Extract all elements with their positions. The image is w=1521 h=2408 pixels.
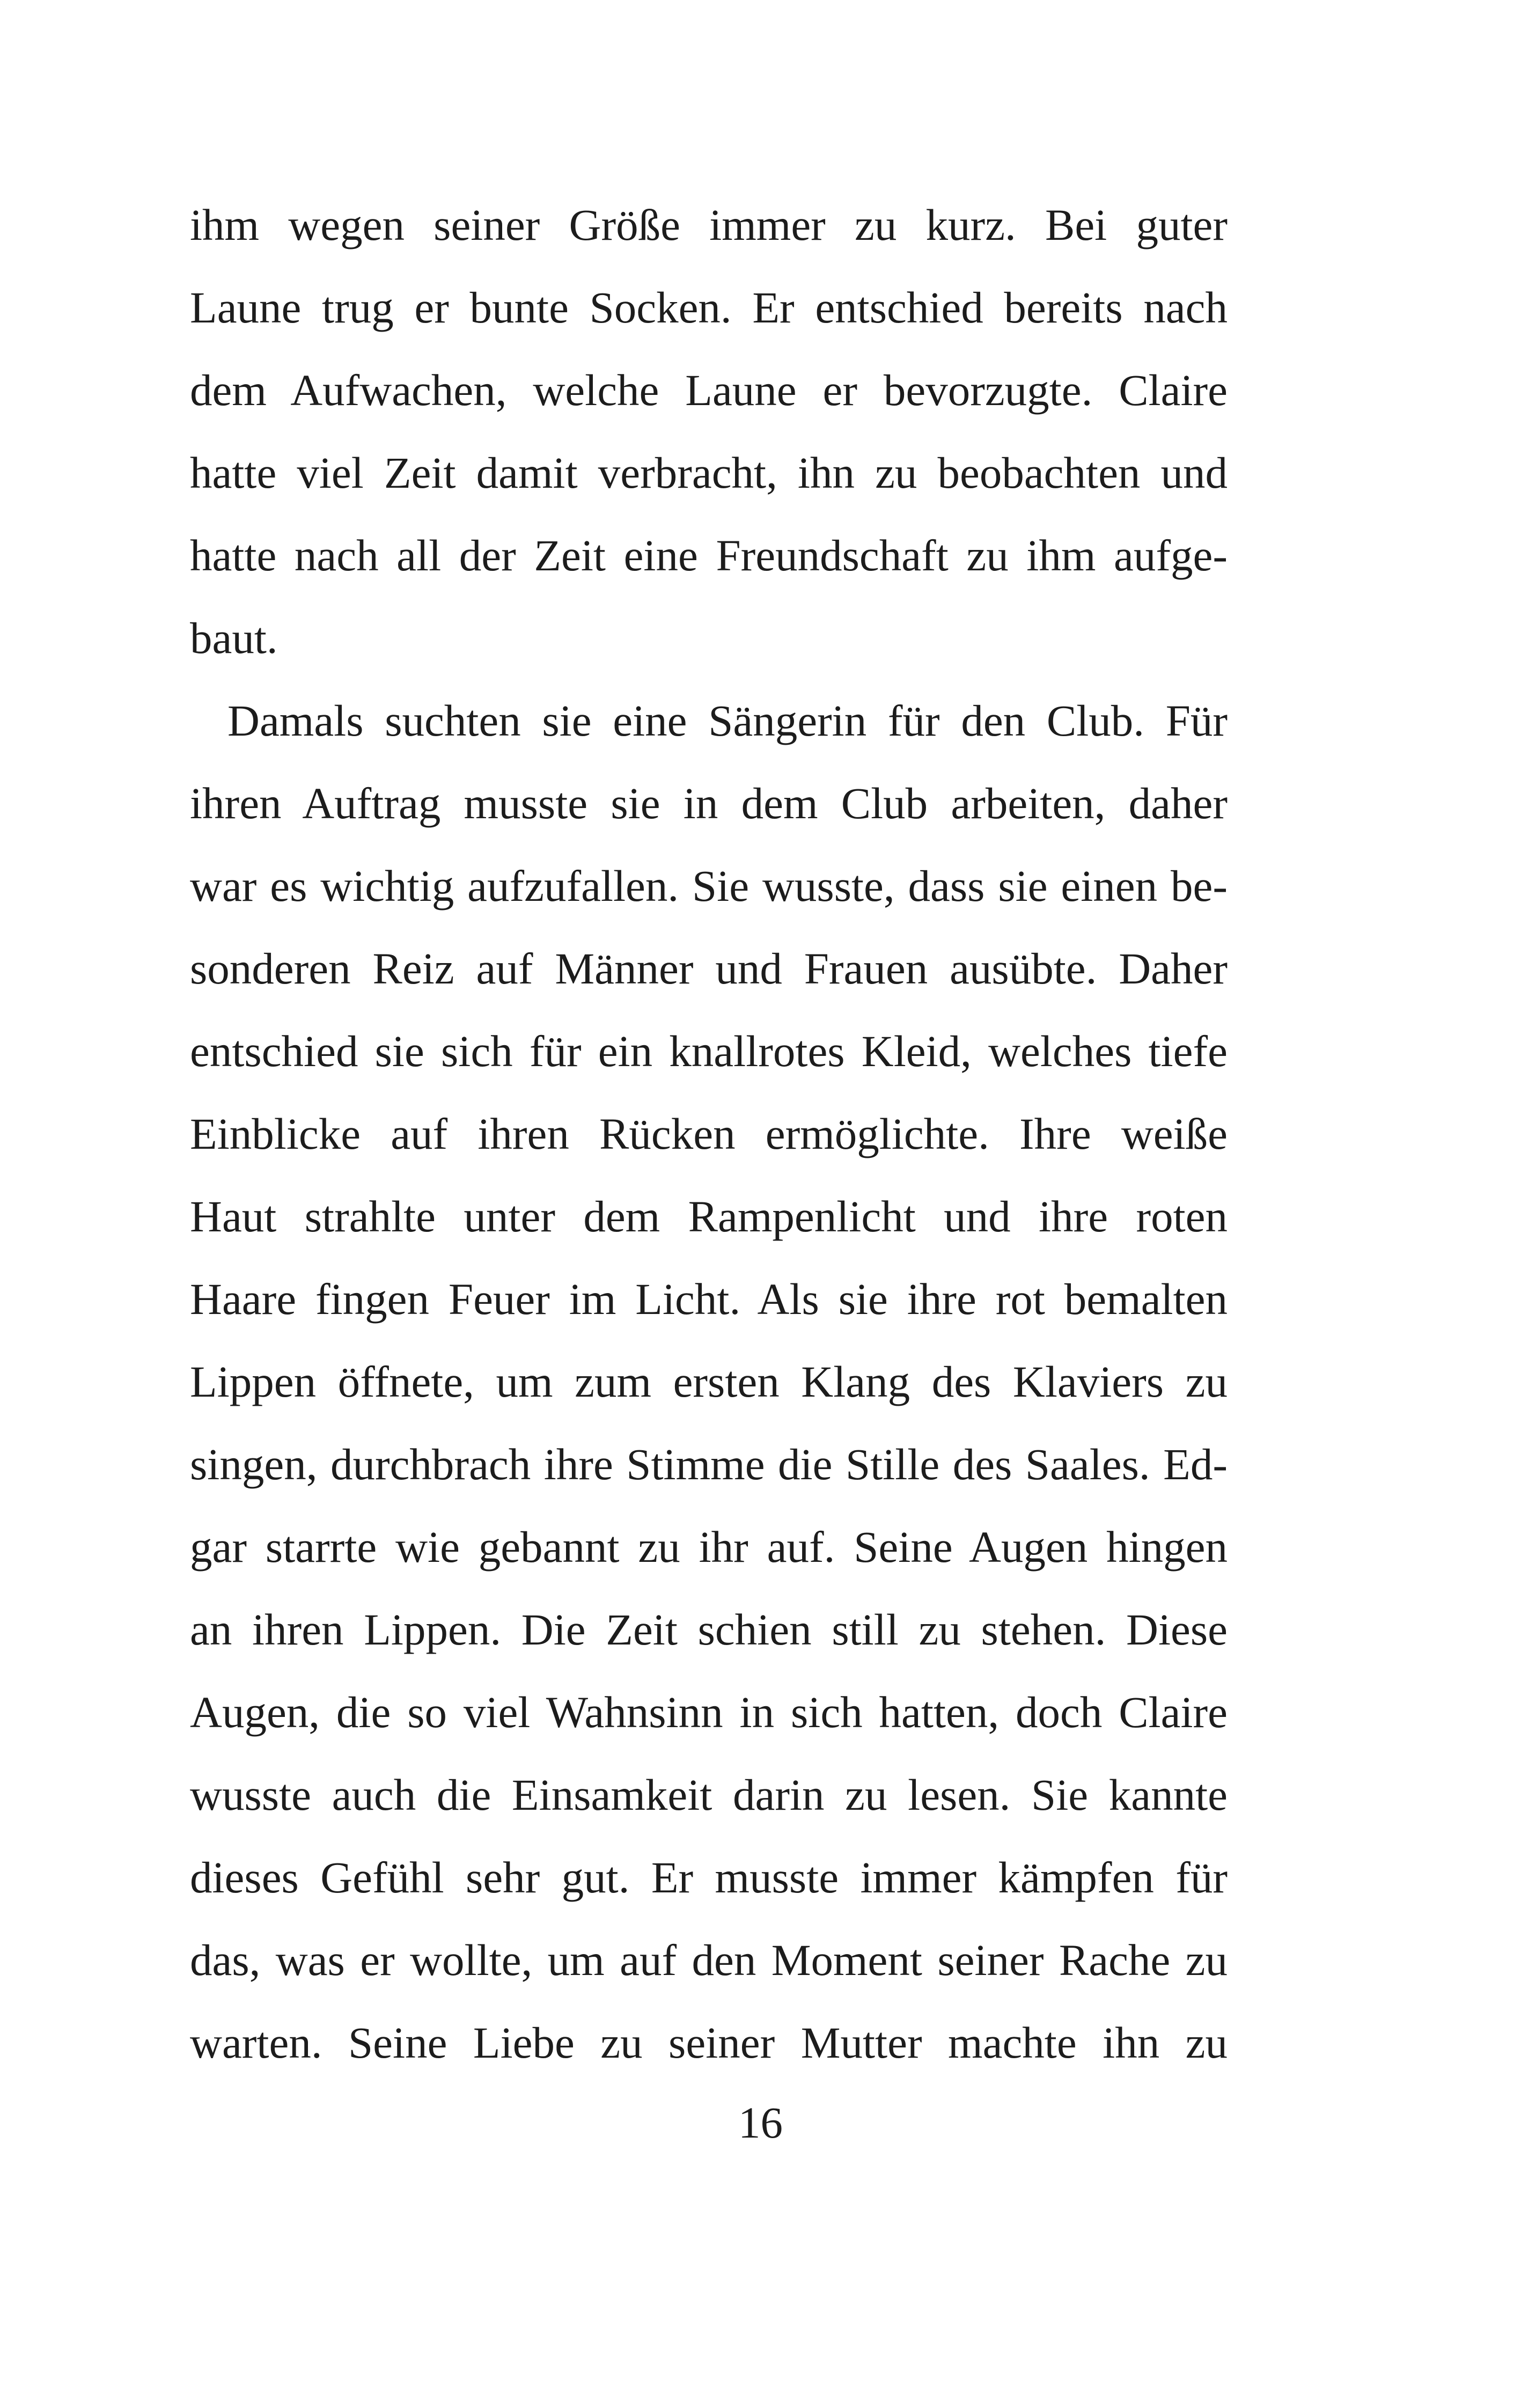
paragraph (190, 679, 1228, 2084)
text-line: dem Aufwachen, welche Laune er bevorzugte. Claire (190, 365, 1228, 415)
text-line: Laune trug er bunte Socken. Er entschied bereits nach (190, 283, 1228, 332)
text-line: Haare fingen Feuer im Licht. Als sie ihre rot bemalten (190, 1274, 1228, 1324)
text-line: hatte nach all der Zeit eine Freundschaft zu ihm aufge- (190, 531, 1228, 580)
text-line: wusste auch die Einsamkeit darin zu lesen. Sie kannte (190, 1770, 1228, 1819)
text-line: gar starrte wie gebannt zu ihr auf. Seine Augen hingen (190, 1522, 1228, 1572)
text-line: Lippen öffnete, um zum ersten Klang des Klaviers zu (190, 1357, 1228, 1406)
text-line: sonderen Reiz auf Männer und Frauen ausübte. Daher (190, 944, 1228, 993)
text-line: warten. Seine Liebe zu seiner Mutter machte ihn zu (190, 2018, 1228, 2067)
text-line: an ihren Lippen. Die Zeit schien still zu stehen. Diese (190, 1605, 1228, 1654)
text-line: das, was er wollte, um auf den Moment seiner Rache zu (190, 1935, 1228, 1985)
text-line: singen, durchbrach ihre Stimme die Stille des Saales. Ed- (190, 1440, 1228, 1489)
text-line: Haut strahlte unter dem Rampenlicht und ihre roten (190, 1192, 1228, 1241)
text-line: Augen, die so viel Wahnsinn in sich hatten, doch Claire (190, 1687, 1228, 1737)
body-text (190, 183, 1228, 2084)
paragraph (190, 183, 1228, 679)
page-number: 16 (738, 2098, 783, 2147)
text-line: war es wichtig aufzufallen. Sie wusste, dass sie einen be- (190, 861, 1228, 911)
text-line: hatte viel Zeit damit verbracht, ihn zu beobachten und (190, 448, 1228, 497)
text-line: Einblicke auf ihren Rücken ermöglichte. Ihre weiße (190, 1109, 1228, 1158)
text-line: entschied sie sich für ein knallrotes Kleid, welches tiefe (190, 1026, 1228, 1076)
text-line: baut. (190, 613, 278, 663)
text-line: ihren Auftrag musste sie in dem Club arbeiten, daher (190, 779, 1228, 828)
text-line: ihm wegen seiner Größe immer zu kurz. Bei guter (190, 200, 1228, 249)
text-line: dieses Gefühl sehr gut. Er musste immer kämpfen für (190, 1853, 1228, 1902)
text-line: Damals suchten sie eine Sängerin für den Club. Für (227, 696, 1228, 745)
